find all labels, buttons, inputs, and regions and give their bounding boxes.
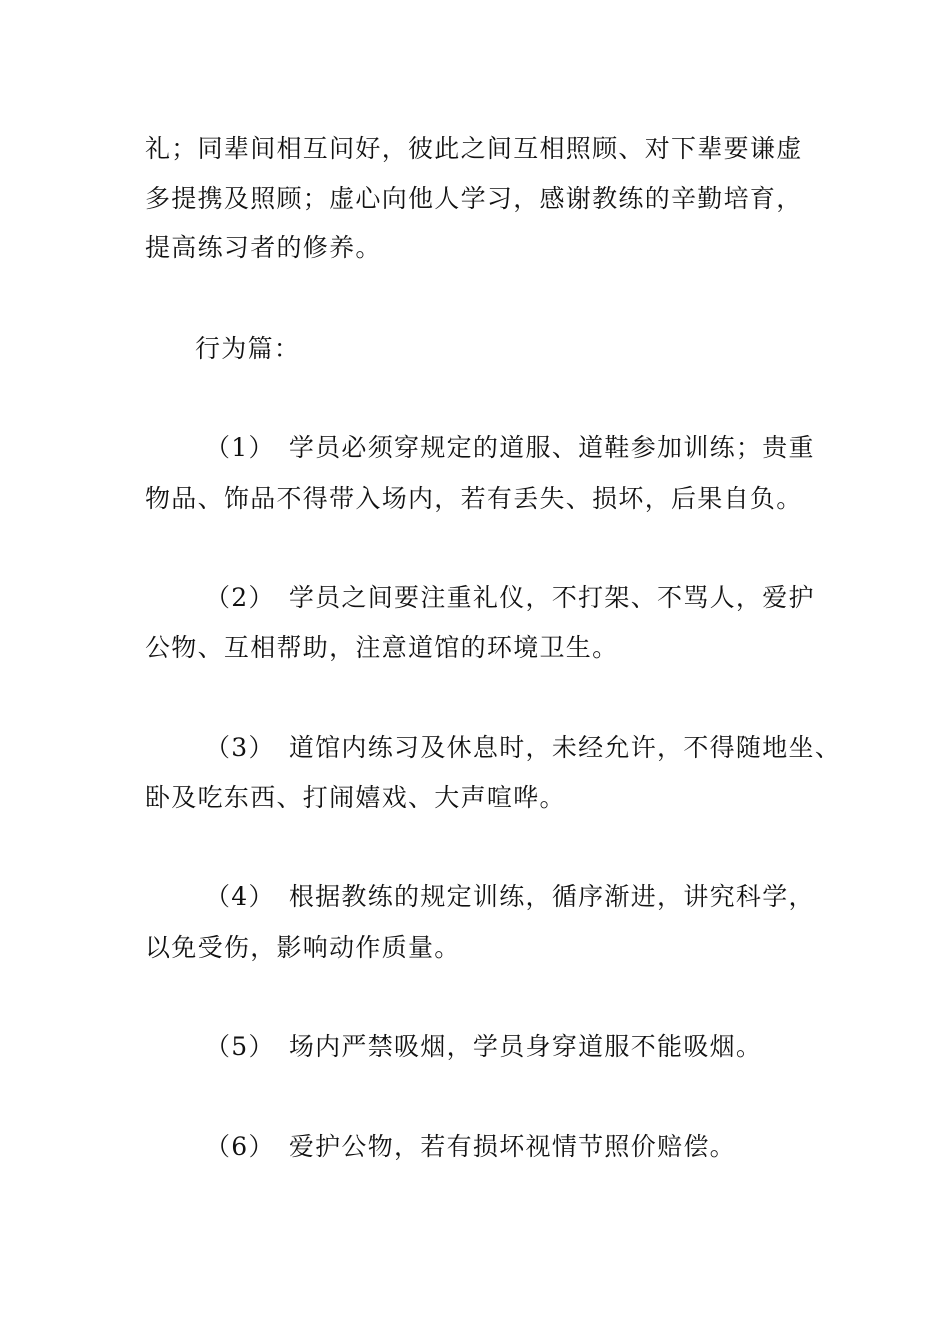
list-item-2-second-line: 公物、互相帮助，注意道馆的环境卫生。: [145, 633, 619, 662]
list-item-1-first-line: [205, 433, 815, 463]
list-item-text: 学员必须穿规定的道服、道鞋参加训练；贵重: [288, 433, 815, 462]
paragraph-line: 礼；同辈间相互问好，彼此之间互相照顾、对下辈要谦虚: [145, 134, 803, 163]
list-item-number: （2）: [205, 583, 275, 612]
list-item-number: （3）: [205, 733, 275, 762]
paragraph-line: 多提携及照顾；虚心向他人学习，感谢教练的辛勤培育，: [145, 184, 803, 213]
list-item-number: （4）: [205, 882, 275, 911]
list-item-text: 根据教练的规定训练，循序渐进，讲究科学，: [288, 882, 815, 911]
list-item-4-second-line: 以免受伤，影响动作质量。: [145, 933, 461, 962]
list-item-2-first-line: [205, 583, 815, 613]
list-item-6: [205, 1132, 736, 1162]
list-item-text: 道馆内练习及休息时，未经允许，不得随地坐、: [288, 733, 842, 762]
list-item-1-second-line: 物品、饰品不得带入场内，若有丢失、损坏，后果自负。: [145, 484, 803, 513]
list-item-3-second-line: 卧及吃东西、打闹嬉戏、大声喧哗。: [145, 783, 566, 812]
list-item-5: [205, 1032, 762, 1062]
list-item-3-first-line: [205, 733, 841, 763]
list-item-number: （1）: [205, 433, 275, 462]
section-heading: 行为篇：: [195, 334, 301, 363]
list-item-text: 场内严禁吸烟，学员身穿道服不能吸烟。: [288, 1032, 763, 1061]
list-item-number: （6）: [205, 1132, 275, 1161]
list-item-number: （5）: [205, 1032, 275, 1061]
paragraph-line: 提高练习者的修养。: [145, 233, 382, 262]
list-item-text: 学员之间要注重礼仪，不打架、不骂人，爱护: [288, 583, 815, 612]
list-item-4-first-line: [205, 882, 815, 912]
list-item-text: 爱护公物，若有损坏视情节照价赔偿。: [288, 1132, 736, 1161]
